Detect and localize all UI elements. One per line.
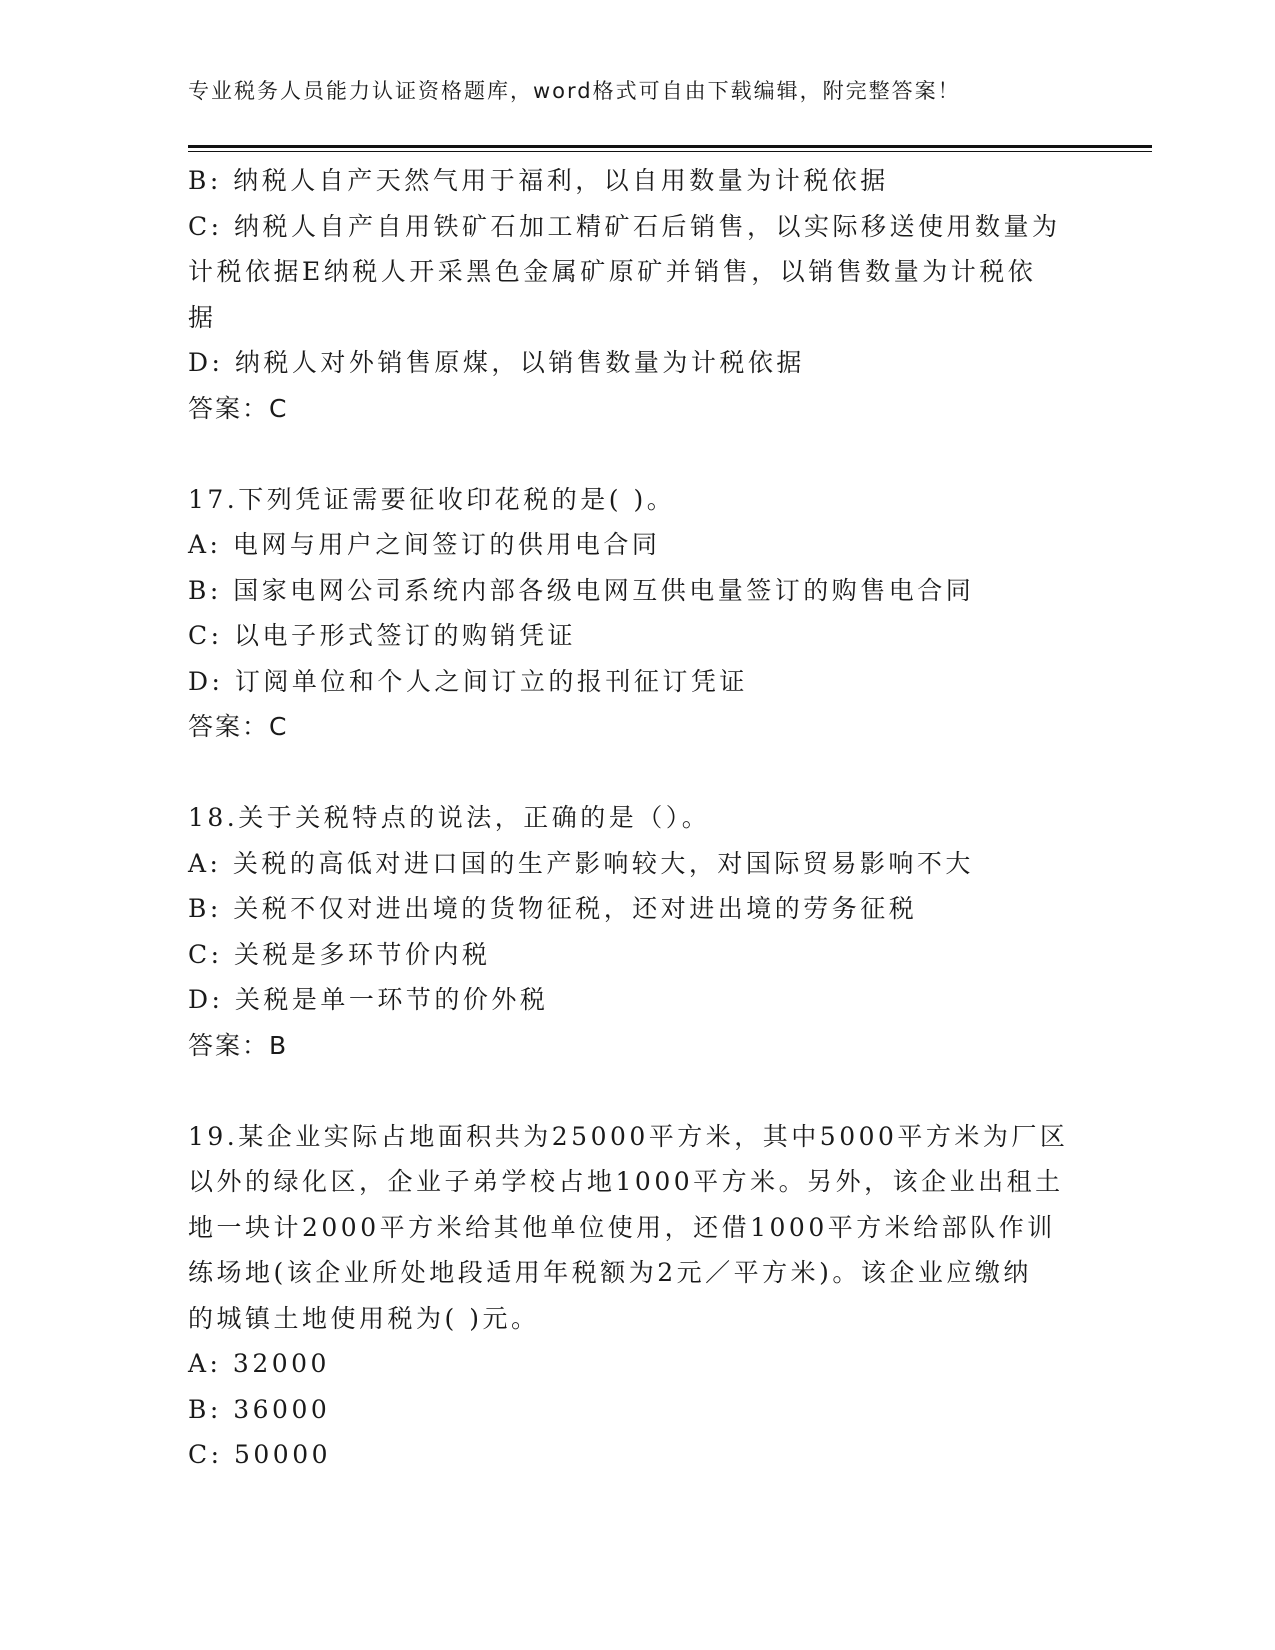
header-rule-thin xyxy=(188,151,1152,152)
q19-stem-line2: 以外的绿化区，企业子弟学校占地1000平方米。另外，该企业出租土 xyxy=(188,1167,1064,1196)
q18-option-d: D: 关税是单一环节的价外税 xyxy=(188,985,549,1014)
q16-option-c-line1: C: 纳税人自产自用铁矿石加工精矿石后销售，以实际移送使用数量为 xyxy=(188,211,1061,241)
q16-option-b: B: 纳税人自产天然气用于福利，以自用数量为计税依据 xyxy=(188,166,889,195)
q17-option-d: D: 订阅单位和个人之间订立的报刊征订凭证 xyxy=(188,666,748,696)
q17-answer: 答案：C xyxy=(188,712,289,741)
q18-option-c: C: 关税是多环节价内税 xyxy=(188,939,491,969)
q18-option-b: B: 关税不仅对进出境的货物征税，还对进出境的劳务征税 xyxy=(188,894,918,923)
q17-option-b: B: 国家电网公司系统内部各级电网互供电量签订的购售电合同 xyxy=(188,575,975,605)
q18-answer: 答案：B xyxy=(188,1030,289,1060)
q19-option-a: A: 32000 xyxy=(188,1349,330,1378)
spacer xyxy=(188,1068,1088,1114)
spacer xyxy=(188,431,1088,477)
header-rule-thick xyxy=(188,145,1152,148)
q16-option-c-line2: 计税依据E纳税人开采黑色金属矿原矿并销售，以销售数量为计税依 xyxy=(188,257,1037,286)
spacer xyxy=(188,750,1088,796)
q17-option-c: C: 以电子形式签订的购销凭证 xyxy=(188,621,576,650)
q19-option-c: C: 50000 xyxy=(188,1440,332,1469)
q16-option-d: D: 纳税人对外销售原煤，以销售数量为计税依据 xyxy=(188,348,805,377)
q19-stem-line1: 19.某企业实际占地面积共为25000平方米，其中5000平方米为厂区 xyxy=(188,1121,1069,1151)
q18-stem: 18.关于关税特点的说法，正确的是（）。 xyxy=(188,803,711,832)
q16-option-c-line3: 据 xyxy=(188,302,217,332)
q17-stem: 17.下列凭证需要征收印花税的是( )。 xyxy=(188,484,676,514)
q19-stem-line5: 的城镇土地使用税为( )元。 xyxy=(188,1303,540,1333)
page-header: 专业税务人员能力认证资格题库，word格式可自由下载编辑，附完整答案！ xyxy=(188,79,961,103)
q16-answer: 答案：C xyxy=(188,393,289,423)
q18-option-a: A: 关税的高低对进口国的生产影响较大，对国际贸易影响不大 xyxy=(188,848,974,878)
q17-option-a: A: 电网与用户之间签订的供用电合同 xyxy=(188,530,661,559)
question-content xyxy=(188,158,1088,1478)
q19-stem-line4: 练场地(该企业所处地段适用年税额为2元／平方米)。该企业应缴纳 xyxy=(188,1258,1032,1287)
q19-option-b: B: 36000 xyxy=(188,1394,331,1424)
q19-stem-line3: 地一块计2000平方米给其他单位使用，还借1000平方米给部队作训 xyxy=(188,1212,1056,1242)
